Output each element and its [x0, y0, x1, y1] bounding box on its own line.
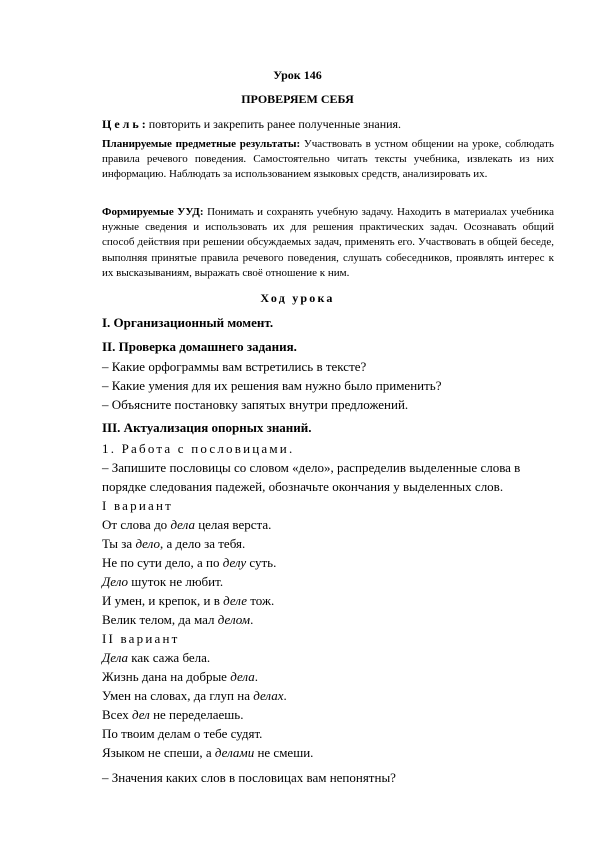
variant-2-proverb: Дела как сажа бела. [102, 650, 211, 665]
question-2: – Какие умения для их решения вам нужно было применить? [102, 378, 442, 393]
variant-1-proverb: Не по сути дело, а по делу суть. [102, 555, 277, 570]
planned-results-label: Планируемые предметные результаты: [102, 138, 301, 150]
planned-results-text: Участвовать в устном общении на уроке, соблюдать правила речевого поведения. Самостоятельно читать тексты учебника, извлекать из них информацию. Наблюдать за использованием языковых средств, анализировать их. [102, 138, 554, 181]
highlighted-word: дел [131, 707, 150, 722]
highlighted-word: делах [253, 688, 284, 703]
variant-2-proverb: Умен на словах, да глуп на делах. [102, 688, 287, 703]
highlighted-word: Дела [102, 650, 129, 665]
final-question: – Значения каких слов в пословицах вам непонятны? [102, 770, 396, 785]
question-1: – Какие орфограммы вам встретились в тексте? [102, 359, 367, 374]
variant-1-proverb: Велик телом, да мал делом. [102, 612, 254, 627]
variant-1-proverb: Ты за дело, а дело за тебя. [102, 536, 246, 551]
variant-2-proverb: Языком не спеши, а делами не смеши. [102, 745, 314, 760]
progress-heading: Ход урока [260, 291, 335, 305]
highlighted-word: дела [230, 669, 255, 684]
variant-1-proverb: И умен, и крепок, и в деле тож. [102, 593, 275, 608]
variant-2-label: II вариант [102, 631, 180, 646]
highlighted-word: дело [135, 536, 160, 551]
section-3-heading: III. Актуализация опорных знаний. [102, 420, 312, 435]
section-1-heading: I. Организационный момент. [102, 315, 274, 330]
variant-2-proverb: По твоим делам о тебе судят. [102, 726, 263, 741]
uud-text: Понимать и сохранять учебную задачу. Находить в материалах учебника нужные сведения и использовать их для решения практических задач. Осознавать общий способ действия при решении обсуждаемых задач, применять его. Участвовать в общей беседе, выполняя принятые правила речевого поведения, слушать собеседников, проявлять интерес к их высказываниям, выражать своё отношение к ним. [102, 206, 554, 279]
variant-1-proverb: От слова до дела целая верста. [102, 517, 272, 532]
goal-text: повторить и закрепить ранее полученные знания. [145, 117, 402, 131]
question-3: – Объясните постановку запятых внутри предложений. [102, 397, 409, 412]
task-1-instruction-line-2: порядке следования падежей, обозначьте окончания у выделенных слов. [102, 479, 504, 494]
highlighted-word: Дело [102, 574, 129, 589]
variant-1-proverb: Дело шуток не любит. [102, 574, 224, 589]
task-1-instruction-line-1: – Запишите пословицы со словом «дело», распределив выделенные слова в [102, 460, 521, 475]
lesson-title: ПРОВЕРЯЕМ СЕБЯ [241, 92, 354, 106]
highlighted-word: делом [217, 612, 251, 627]
highlighted-word: дела [170, 517, 195, 532]
section-2-heading: II. Проверка домашнего задания. [102, 339, 297, 354]
goal-line [102, 118, 401, 130]
highlighted-word: делами [214, 745, 255, 760]
task-1-title: 1. Работа с пословицами. [102, 441, 295, 456]
variant-1-label: I вариант [102, 498, 173, 513]
variant-2-proverb: Всех дел не переделаешь. [102, 707, 244, 722]
highlighted-word: деле [223, 593, 248, 608]
lesson-number: Урок 146 [273, 68, 322, 82]
planned-results-paragraph [102, 137, 554, 183]
goal-label: Ц е л ь : [102, 117, 146, 131]
uud-paragraph [102, 205, 554, 281]
highlighted-word: делу [222, 555, 247, 570]
uud-label: Формируемые УУД: [102, 206, 204, 218]
variant-2-proverb: Жизнь дана на добрые дела. [102, 669, 258, 684]
